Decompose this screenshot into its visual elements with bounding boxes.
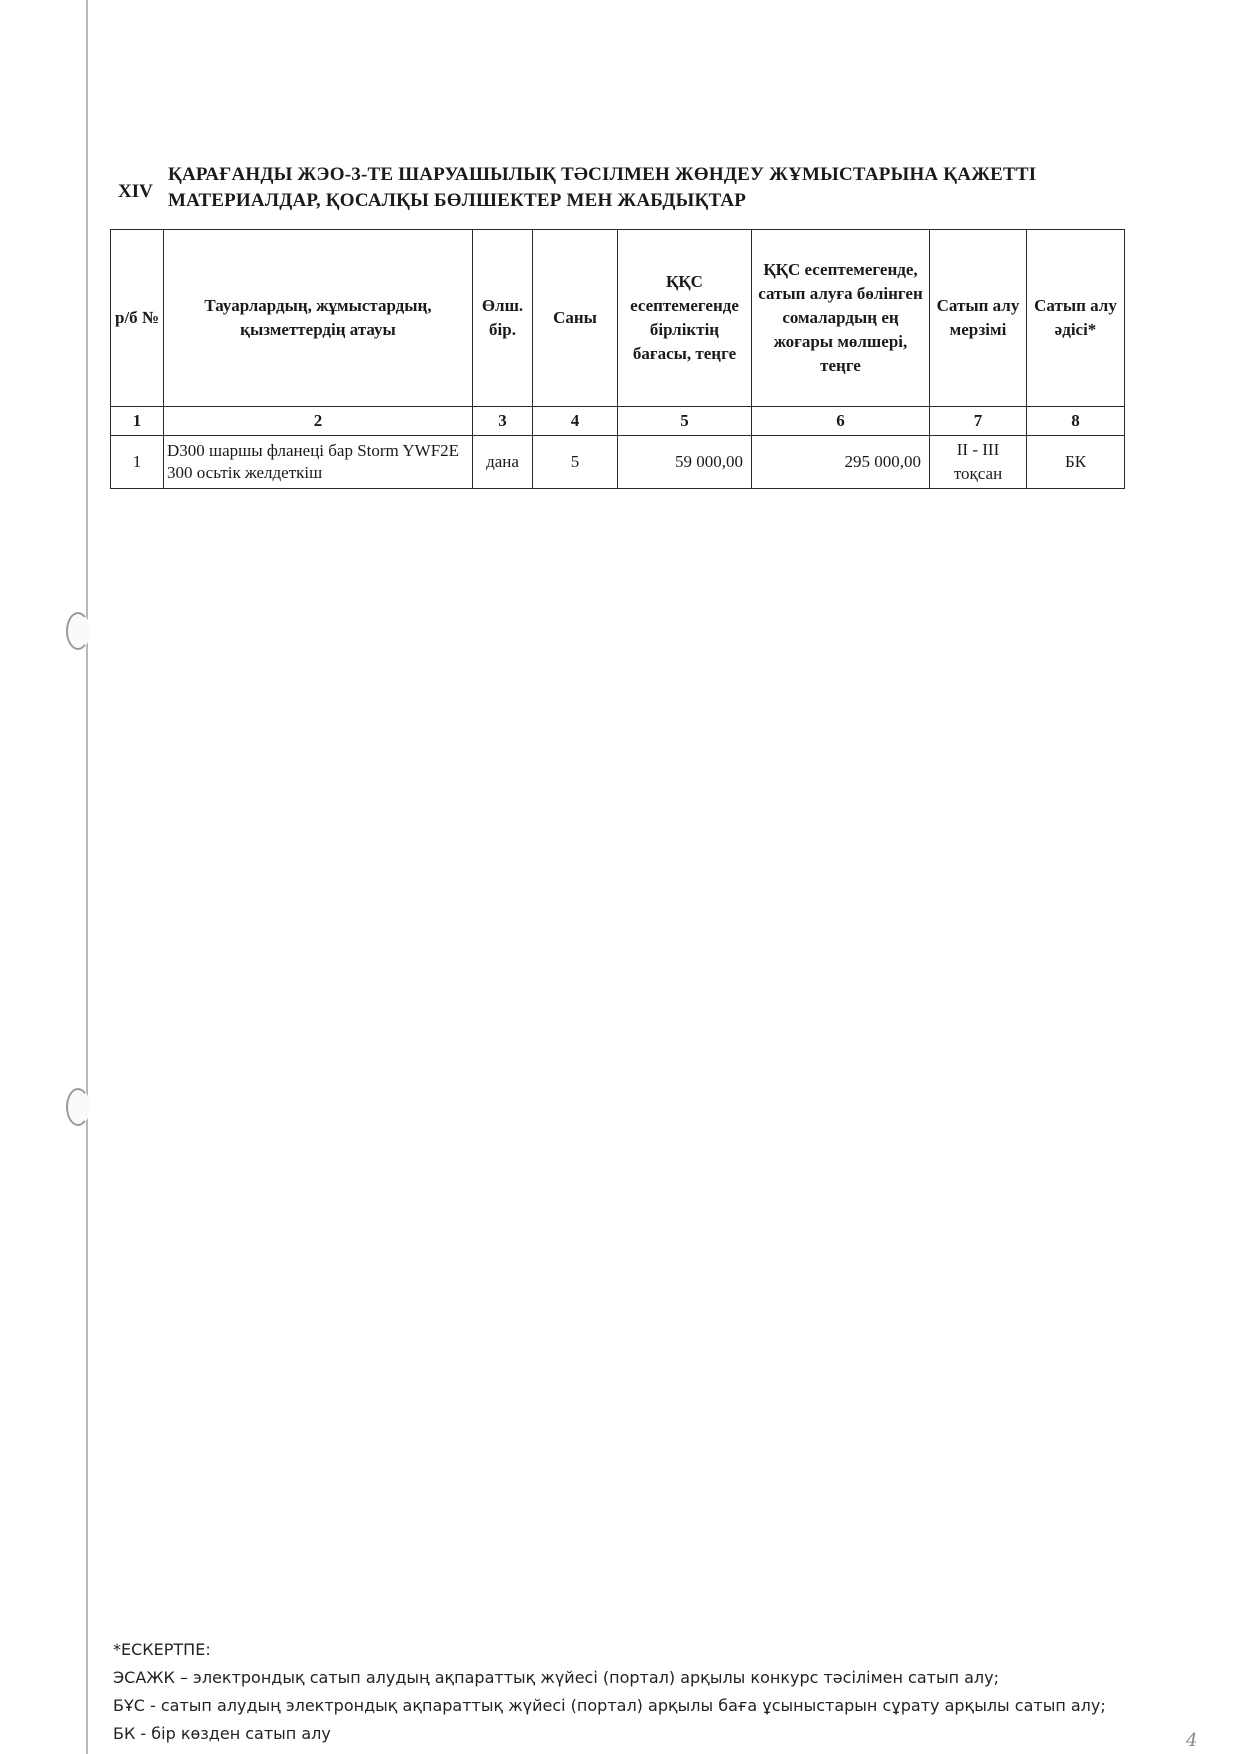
row-number: 1 (111, 436, 164, 489)
column-number-row (111, 407, 1125, 436)
column-header: Тауарлардың, жұмыстардың, қызметтердің атауы (164, 230, 473, 407)
column-number: 2 (164, 407, 473, 436)
column-header: р/б № (111, 230, 164, 407)
page-number: 4 (1186, 1730, 1198, 1751)
column-number: 7 (930, 407, 1027, 436)
column-number: 8 (1027, 407, 1125, 436)
unit-price: 59 000,00 (618, 436, 752, 489)
column-header: Саны (533, 230, 618, 407)
column-number: 5 (618, 407, 752, 436)
table-header-row (111, 230, 1125, 407)
column-number: 1 (111, 407, 164, 436)
notes-heading: *ЕСКЕРТПЕ: (113, 1640, 211, 1659)
column-number: 6 (752, 407, 930, 436)
note-line: ЭСАЖК – электрондық сатып алудың ақпараттық жүйесі (портал) арқылы конкурс тәсілімен сатып алу; (113, 1668, 1000, 1687)
column-header: ҚҚС есептемегенде бірліктің бағасы, теңге (618, 230, 752, 407)
item-name: D300 шаршы фланеці бар Storm YWF2E 300 осьтік желдеткіш (164, 436, 473, 489)
punch-hole (66, 612, 90, 650)
procurement-table (110, 229, 1125, 489)
table-row (111, 436, 1125, 489)
column-header: Өлш. бір. (473, 230, 533, 407)
column-header: ҚҚС есептемегенде, сатып алуға бөлінген сомалардың ең жоғары мөлшері, теңге (752, 230, 930, 407)
section-number: XIV (118, 181, 153, 202)
column-number: 3 (473, 407, 533, 436)
punch-hole (66, 1088, 90, 1126)
section-heading (118, 162, 1098, 214)
purchase-method: БК (1027, 436, 1125, 489)
section-title-line: МАТЕРИАЛДАР, ҚОСАЛҚЫ БӨЛШЕКТЕР МЕН ЖАБДЫҚТАР (168, 190, 747, 211)
column-header: Сатып алу әдісі* (1027, 230, 1125, 407)
max-amount: 295 000,00 (752, 436, 930, 489)
notes-block (113, 1636, 1113, 1748)
purchase-period: II - III тоқсан (930, 436, 1027, 489)
column-header: Сатып алу мерзімі (930, 230, 1027, 407)
note-line: БК - бір көзден сатып алу (113, 1724, 331, 1743)
column-number: 4 (533, 407, 618, 436)
quantity: 5 (533, 436, 618, 489)
unit-of-measure: дана (473, 436, 533, 489)
section-title (168, 162, 1036, 214)
binding-margin-line (86, 0, 88, 1754)
section-title-line: ҚАРАҒАНДЫ ЖЭО-3-ТЕ ШАРУАШЫЛЫҚ ТӘСІЛМЕН ЖӨНДЕУ ЖҰМЫСТАРЫНА ҚАЖЕТТІ (168, 164, 1037, 185)
note-line: БҰС - сатып алудың электрондық ақпараттық жүйесі (портал) арқылы баға ұсыныстарын сұрату арқылы сатып алу; (113, 1696, 1106, 1715)
